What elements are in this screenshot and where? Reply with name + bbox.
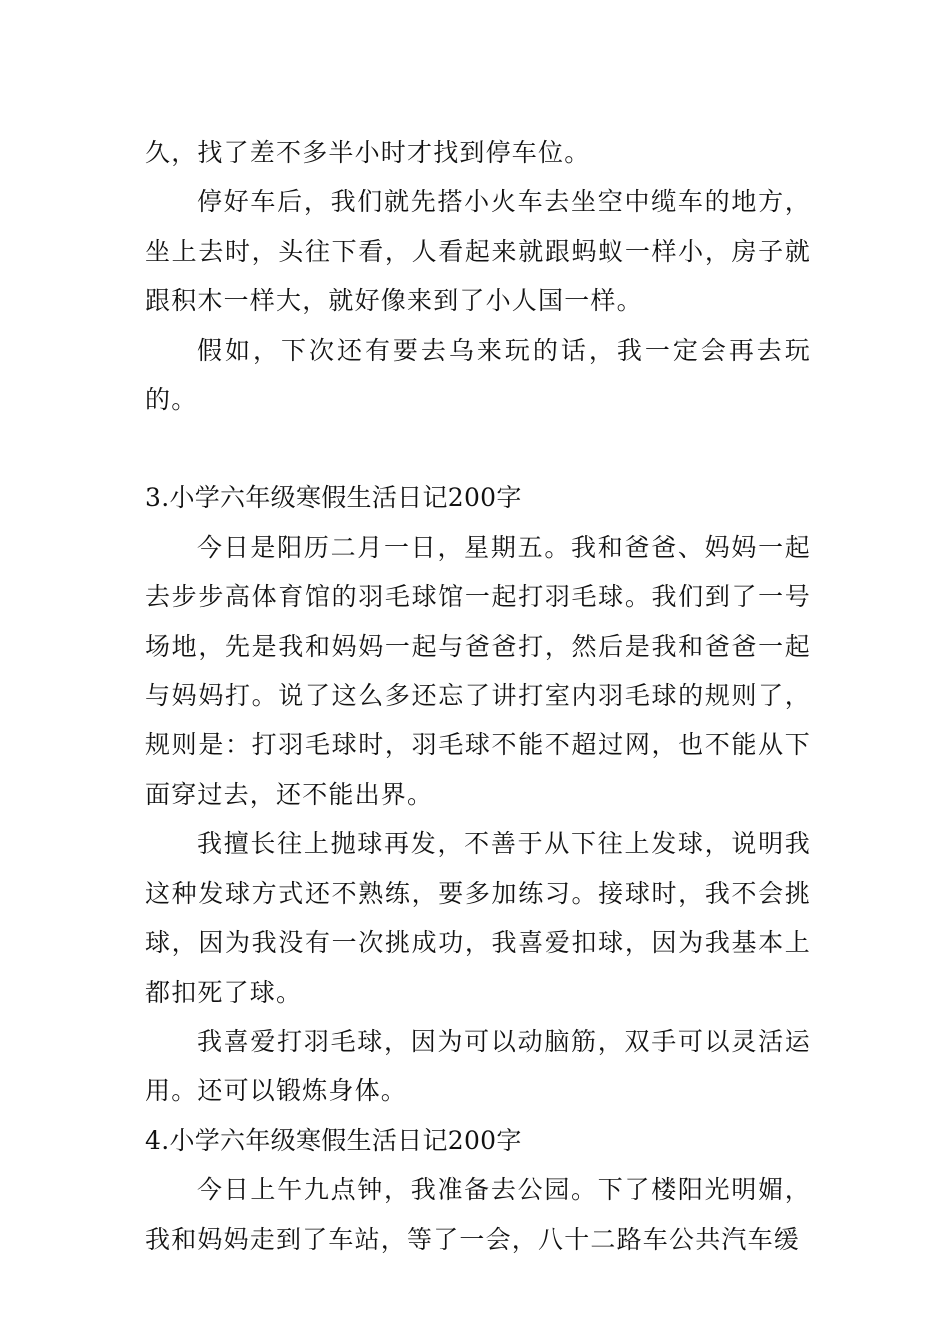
paragraph: 久，找了差不多半小时才找到停车位。 (145, 138, 591, 167)
paragraph: 今日上午九点钟，我准备去公园。下了楼阳光明媚，我和妈妈走到了车站，等了一会，八十二路车公共汽车缓 (145, 1175, 811, 1254)
paragraph: 停好车后，我们就先搭小火车去坐空中缆车的地方，坐上去时，头往下看，人看起来就跟蚂蚁一样小，房子就跟积木一样大，就好像来到了小人国一样。 (145, 187, 811, 316)
paragraph: 我擅长往上抛球再发，不善于从下往上发球，说明我这种发球方式还不熟练，要多加练习。接球时，我不会挑球，因为我没有一次挑成功，我喜爱扣球，因为我基本上都扣死了球。 (145, 829, 811, 1007)
paragraph: 我喜爱打羽毛球，因为可以动脑筋，双手可以灵活运用。还可以锻炼身体。 (145, 1026, 811, 1106)
paragraph: 今日是阳历二月一日，星期五。我和爸爸、妈妈一起去步步高体育馆的羽毛球馆一起打羽毛球。我们到了一号场地，先是我和妈妈一起与爸爸打，然后是我和爸爸一起与妈妈打。说了这么多还忘了讲打室内羽毛球的规则了，规则是：打羽毛球时，羽毛球不能不超过网，也不能从下面穿过去，还不能出界。 (145, 532, 811, 809)
section-heading-4: 4.小学六年级寒假生活日记200字 (145, 1125, 522, 1155)
document-body (145, 128, 811, 1264)
paragraph: 假如，下次还有要去乌来玩的话，我一定会再去玩的。 (145, 335, 811, 415)
blank-line (145, 424, 811, 473)
section-heading-3: 3.小学六年级寒假生活日记200字 (145, 483, 522, 513)
